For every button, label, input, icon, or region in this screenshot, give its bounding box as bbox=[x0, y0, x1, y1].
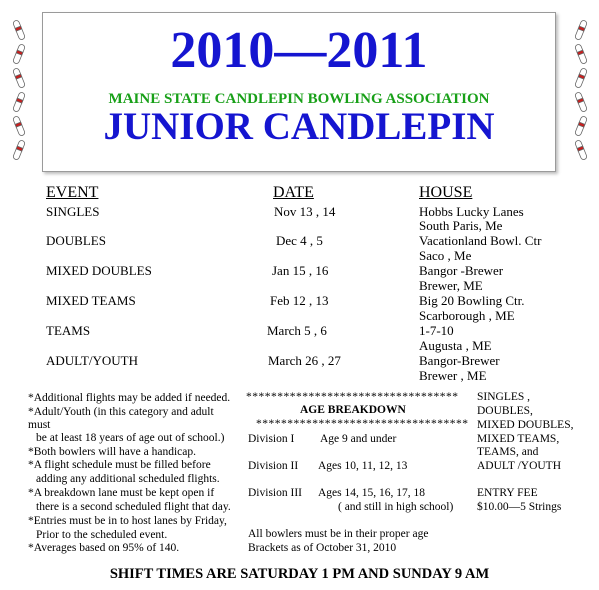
house-location: Augusta , ME bbox=[419, 338, 492, 353]
event-date: Dec 4 , 5 bbox=[276, 233, 323, 248]
division-name: Division III bbox=[248, 487, 302, 499]
list-item: MIXED DOUBLES, bbox=[477, 419, 574, 431]
title-box bbox=[42, 12, 556, 172]
rule-line: Prior to the scheduled event. bbox=[36, 529, 168, 541]
division-name: Division II bbox=[248, 460, 299, 472]
entry-fee-label: ENTRY FEE bbox=[477, 487, 538, 499]
event-name: SINGLES bbox=[46, 204, 100, 219]
division-name: Division I bbox=[248, 433, 295, 445]
association-name: MAINE STATE CANDLEPIN BOWLING ASSOCIATION bbox=[108, 91, 490, 107]
house-name: Big 20 Bowling Ctr. bbox=[419, 293, 525, 308]
list-item: MIXED TEAMS, bbox=[477, 433, 560, 445]
season-year: 2010—2011 bbox=[170, 22, 428, 79]
house-header: HOUSE bbox=[419, 184, 473, 201]
star-divider: ********************************** bbox=[246, 391, 459, 403]
rule-line: *Entries must be in to host lanes by Friday, bbox=[28, 515, 227, 527]
list-item: TEAMS, and bbox=[477, 446, 539, 458]
event-name: DOUBLES bbox=[46, 233, 106, 248]
event-name: MIXED DOUBLES bbox=[46, 263, 152, 278]
event-name: MIXED TEAMS bbox=[46, 293, 136, 308]
event-date: Jan 15 , 16 bbox=[272, 263, 329, 278]
event-date: Nov 13 , 14 bbox=[274, 204, 336, 219]
event-header: EVENT bbox=[46, 184, 99, 201]
rule-line: *Adult/Youth (in this category and adult bbox=[28, 406, 214, 418]
list-item: ADULT /YOUTH bbox=[477, 460, 562, 472]
shift-times-footer: SHIFT TIMES ARE SATURDAY 1 PM AND SUNDAY 9 AM bbox=[109, 566, 490, 582]
rule-line: *Both bowlers will have a handicap. bbox=[28, 446, 196, 458]
age-note: Brackets as of October 31, 2010 bbox=[248, 542, 397, 554]
event-date: Feb 12 , 13 bbox=[270, 293, 329, 308]
house-location: Brewer, ME bbox=[419, 278, 483, 293]
house-name: 1-7-10 bbox=[419, 323, 454, 338]
event-date: March 5 , 6 bbox=[267, 323, 327, 338]
age-breakdown-heading: AGE BREAKDOWN bbox=[300, 404, 406, 416]
age-note: All bowlers must be in their proper age bbox=[248, 528, 429, 540]
event-name: TEAMS bbox=[46, 323, 91, 338]
house-location: Brewer , ME bbox=[419, 368, 487, 383]
date-header: DATE bbox=[273, 184, 314, 201]
house-name: Hobbs Lucky Lanes bbox=[419, 204, 524, 219]
house-location: Scarborough , ME bbox=[419, 308, 515, 323]
rule-line: be at least 18 years of age out of school.) bbox=[36, 432, 225, 444]
rule-line: *A flight schedule must be filled before bbox=[28, 459, 211, 471]
rule-line: there is a second scheduled flight that day. bbox=[36, 501, 231, 513]
candlepin-border-left-icon bbox=[8, 18, 30, 173]
rule-line: *A breakdown lane must be kept open if bbox=[28, 487, 215, 499]
rule-line: *Additional flights may be added if needed. bbox=[28, 392, 231, 404]
division-ages: Age 9 and under bbox=[320, 433, 397, 445]
list-item: DOUBLES, bbox=[477, 405, 533, 417]
rule-line: adding any additional scheduled flights. bbox=[36, 473, 220, 485]
candlepin-border-right-icon bbox=[570, 18, 592, 173]
division-ages: Ages 14, 15, 16, 17, 18 bbox=[318, 487, 426, 499]
rule-line: *Averages based on 95% of 140. bbox=[28, 542, 180, 554]
division-note: ( and still in high school) bbox=[338, 501, 454, 513]
entry-fee-value: $10.00—5 Strings bbox=[477, 501, 562, 513]
event-date: March 26 , 27 bbox=[268, 353, 341, 368]
division-ages: Ages 10, 11, 12, 13 bbox=[318, 460, 408, 472]
house-location: Saco , Me bbox=[419, 248, 472, 263]
page-title: JUNIOR CANDLEPIN bbox=[103, 105, 495, 148]
list-item: SINGLES , bbox=[477, 391, 531, 403]
house-name: Vacationland Bowl. Ctr bbox=[419, 233, 542, 248]
house-location: South Paris, Me bbox=[419, 218, 503, 233]
house-name: Bangor-Brewer bbox=[419, 353, 500, 368]
rule-line: must bbox=[28, 419, 51, 431]
star-divider: ********************************** bbox=[256, 418, 469, 430]
house-name: Bangor -Brewer bbox=[419, 263, 504, 278]
event-name: ADULT/YOUTH bbox=[46, 353, 138, 368]
